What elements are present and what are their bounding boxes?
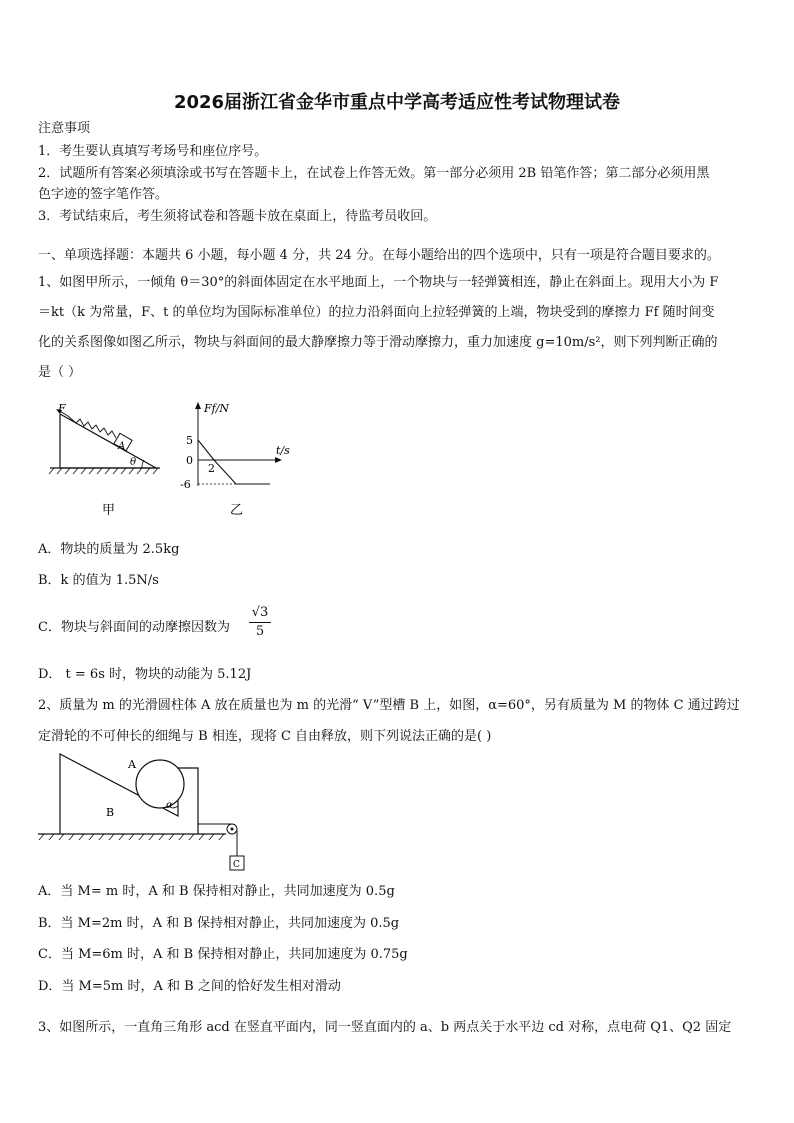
q1-figure-jia (46, 398, 166, 518)
q2-option-a: A．当 M= m 时，A 和 B 保持相对静止，共同加速度为 0.5g (38, 884, 395, 899)
label-F: F (58, 402, 66, 415)
q2-label-A: A (128, 758, 136, 771)
q1-figure-yi (176, 398, 306, 518)
q1-line-3: 化的关系图像如图乙所示，物块与斜面间的最大静摩擦力等于滑动摩擦力，重力加速度 g=10m/s²，则下列判断正确的 (38, 335, 718, 350)
q2-label-C: C (233, 860, 240, 870)
section-heading: 一、单项选择题：本题共 6 小题，每小题 4 分，共 24 分。在每小题给出的四个选项中，只有一项是符合题目要求的。 (38, 248, 720, 263)
label-theta: θ (130, 457, 137, 468)
page-title: 2026届浙江省金华市重点中学高考适应性考试物理试卷 (173, 92, 621, 113)
q2-line-2: 定滑轮的不可伸长的细绳与 B 相连，现将 C 自由释放，则下列说法正确的是( ) (38, 729, 492, 744)
notice-item-1: 1．考生要认真填写考场号和座位序号。 (38, 144, 268, 159)
q1-line-1: 1、如图甲所示，一倾角 θ＝30°的斜面体固定在水平地面上，一个物块与一轻弹簧相连，静止在斜面上。现用大小为 F (38, 275, 719, 290)
label-A: A (118, 441, 126, 452)
q2-figure (36, 750, 256, 878)
yi-tick-5: 5 (186, 434, 193, 447)
q1-option-a: A．物块的质量为 2.5kg (38, 542, 180, 557)
q1-line-2: ＝kt（k 为常量，F、t 的单位均为国际标准单位）的拉力沿斜面向上拉轻弹簧的上端，物块受到的摩擦力 Ff 随时间变 (38, 305, 715, 320)
q2-line-1: 2、质量为 m 的光滑圆柱体 A 放在质量也为 m 的光滑“ V”型槽 B 上，如图，α=60°，另有质量为 M 的物体 C 通过跨过 (38, 698, 740, 713)
notice-heading: 注意事项 (38, 121, 91, 136)
q2-option-b: B．当 M=2m 时，A 和 B 保持相对静止，共同加速度为 0.5g (38, 916, 400, 931)
yi-tick-0: 0 (186, 454, 193, 467)
q1-option-c-prefix: C．物块与斜面间的动摩擦因数为 (38, 620, 230, 635)
q2-option-d: D．当 M=5m 时，A 和 B 之间的恰好发生相对滑动 (38, 979, 341, 994)
fraction-denominator: 5 (255, 624, 265, 639)
caption-yi: 乙 (230, 503, 244, 518)
yi-xlabel: t/s (276, 444, 290, 457)
q3-line-1: 3、如图所示，一直角三角形 acd 在竖直平面内，同一竖直面内的 a、b 两点关于水平边 cd 对称，点电荷 Q1、Q2 固定 (38, 1020, 732, 1035)
q1-option-d: D． t = 6s 时，物块的动能为 5.12J (38, 667, 252, 682)
yi-tick-neg6: -6 (180, 478, 191, 491)
caption-jia: 甲 (102, 503, 116, 518)
notice-item-3: 3．考试结束后，考生须将试卷和答题卡放在桌面上，待监考员收回。 (38, 209, 437, 224)
q1-option-b: B．k 的值为 1.5N/s (38, 573, 159, 588)
q2-label-B: B (106, 806, 115, 819)
q2-label-alpha: α (166, 800, 173, 811)
q2-option-c: C．当 M=6m 时，A 和 B 保持相对静止，共同加速度为 0.75g (38, 947, 408, 962)
q1-option-c-fraction (249, 604, 271, 641)
yi-tick-2: 2 (208, 462, 215, 475)
fraction-numerator: √3 (249, 604, 271, 623)
yi-ylabel: Ff/N (204, 402, 230, 415)
notice-item-2-cont: 色字迹的签字笔作答。 (38, 187, 169, 202)
q1-line-4: 是（ ） (38, 365, 82, 380)
notice-item-2: 2．试题所有答案必须填涂或书写在答题卡上，在试卷上作答无效。第一部分必须用 2B 铅笔作答；第二部分必须用黑 (38, 166, 710, 181)
